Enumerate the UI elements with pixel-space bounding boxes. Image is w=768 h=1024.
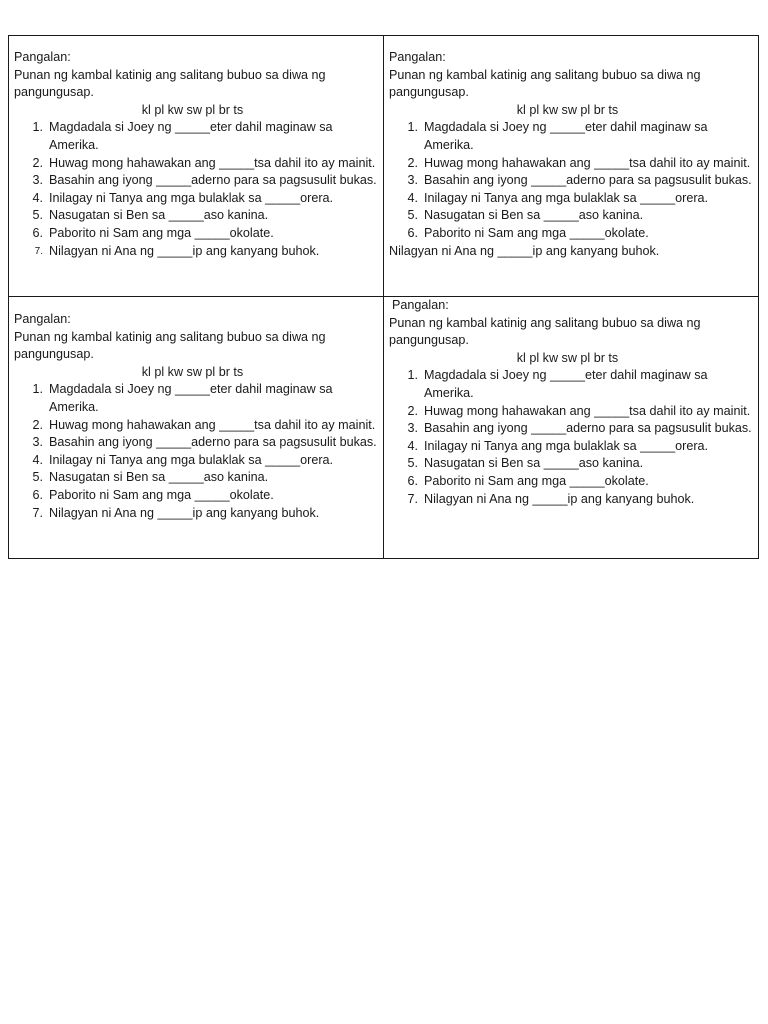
instruction-text: Punan ng kambal katinig ang salitang bubuo sa diwa ng pangungusap. <box>389 315 701 348</box>
item-text: Nilagyan ni Ana ng _____ip ang kanyang buhok. <box>424 491 695 506</box>
item-number: 5. <box>407 208 418 223</box>
item-text: Paborito ni Sam ang mga _____okolate. <box>424 473 649 488</box>
list-item <box>389 455 752 473</box>
item-text: Magdadala si Joey ng _____eter dahil maginaw sa Amerika. <box>424 368 708 400</box>
item-number: 7. <box>407 491 418 506</box>
list-item <box>14 452 377 470</box>
item-list <box>389 119 752 242</box>
list-item <box>14 434 377 452</box>
list-item <box>14 243 377 261</box>
item-number: 5. <box>32 470 43 485</box>
item-number: 6. <box>407 225 418 240</box>
item-number: 5. <box>407 456 418 471</box>
item-list <box>14 119 377 260</box>
list-item <box>389 491 752 509</box>
list-item <box>14 225 377 243</box>
worksheet-cell-top-right <box>384 36 758 297</box>
item-list <box>14 381 377 522</box>
item-text: Huwag mong hahawakan ang _____tsa dahil ito ay mainit. <box>49 155 376 170</box>
list-item <box>389 207 752 225</box>
item-text: Basahin ang iyong _____aderno para sa pagsusulit bukas. <box>424 421 752 436</box>
instruction-text: Punan ng kambal katinig ang salitang bubuo sa diwa ng pangungusap. <box>14 67 326 100</box>
item-text: Basahin ang iyong _____aderno para sa pagsusulit bukas. <box>424 173 752 188</box>
item-text: Nasugatan si Ben sa _____aso kanina. <box>424 208 644 223</box>
list-item <box>389 438 752 456</box>
item-number: 2. <box>32 155 43 170</box>
choices-line: kl pl kw sw pl br ts <box>141 364 244 379</box>
item-number: 2. <box>407 155 418 170</box>
item-number: 3. <box>407 421 418 436</box>
name-label: Pangalan: <box>389 50 446 64</box>
item-text: Inilagay ni Tanya ang mga bulaklak sa _____orera. <box>49 190 334 205</box>
list-item <box>389 403 752 421</box>
item-text: Huwag mong hahawakan ang _____tsa dahil ito ay mainit. <box>424 403 751 418</box>
list-item <box>389 172 752 190</box>
item-number: 7. <box>34 245 43 257</box>
item-text: Nilagyan ni Ana ng _____ip ang kanyang buhok. <box>49 505 320 520</box>
item-text: Nasugatan si Ben sa _____aso kanina. <box>49 470 269 485</box>
choices-line: kl pl kw sw pl br ts <box>516 350 619 365</box>
choices-line: kl pl kw sw pl br ts <box>516 102 619 117</box>
item-text: Nasugatan si Ben sa _____aso kanina. <box>49 208 269 223</box>
item-text: Inilagay ni Tanya ang mga bulaklak sa _____orera. <box>424 190 709 205</box>
item-number: 5. <box>32 208 43 223</box>
list-item <box>14 155 377 173</box>
list-item <box>389 473 752 491</box>
item-text: Paborito ni Sam ang mga _____okolate. <box>49 487 274 502</box>
item-text: Paborito ni Sam ang mga _____okolate. <box>49 225 274 240</box>
item-number: 3. <box>407 173 418 188</box>
instruction-text: Punan ng kambal katinig ang salitang bubuo sa diwa ng pangungusap. <box>389 67 701 100</box>
name-label: Pangalan: <box>14 50 71 64</box>
name-label: Pangalan: <box>392 298 449 312</box>
item-text: Magdadala si Joey ng _____eter dahil maginaw sa Amerika. <box>49 120 333 152</box>
worksheet-cell-bottom-left <box>9 297 384 558</box>
item-number: 6. <box>32 487 43 502</box>
item-number: 2. <box>407 403 418 418</box>
list-item <box>389 420 752 438</box>
list-item <box>14 505 377 523</box>
item-number: 1. <box>407 120 418 135</box>
item-text: Magdadala si Joey ng _____eter dahil maginaw sa Amerika. <box>424 120 708 152</box>
item-text: Huwag mong hahawakan ang _____tsa dahil ito ay mainit. <box>49 417 376 432</box>
item-number: 2. <box>32 417 43 432</box>
list-item <box>14 381 377 416</box>
list-item <box>389 155 752 173</box>
item-text: Basahin ang iyong _____aderno para sa pagsusulit bukas. <box>49 435 377 450</box>
item-number: 6. <box>407 473 418 488</box>
item-text: Basahin ang iyong _____aderno para sa pagsusulit bukas. <box>49 173 377 188</box>
item-number: 4. <box>32 452 43 467</box>
item-number: 6. <box>32 225 43 240</box>
list-item <box>14 417 377 435</box>
list-item <box>389 367 752 402</box>
name-label: Pangalan: <box>14 312 71 326</box>
instruction-text: Punan ng kambal katinig ang salitang bubuo sa diwa ng pangungusap. <box>14 329 326 362</box>
item-number: 4. <box>32 190 43 205</box>
item-text: Magdadala si Joey ng _____eter dahil maginaw sa Amerika. <box>49 382 333 414</box>
item-number: 4. <box>407 438 418 453</box>
list-item <box>14 119 377 154</box>
choices-line: kl pl kw sw pl br ts <box>141 102 244 117</box>
item-number: 3. <box>32 435 43 450</box>
list-item <box>389 119 752 154</box>
list-item <box>389 225 752 243</box>
item-number: 1. <box>407 368 418 383</box>
worksheet-cell-top-left <box>9 36 384 297</box>
list-item <box>14 469 377 487</box>
list-item <box>389 190 752 208</box>
item-number: 7. <box>32 505 43 520</box>
item-number: 3. <box>32 173 43 188</box>
item-number: 1. <box>32 382 43 397</box>
worksheet-cell-bottom-right <box>384 297 758 558</box>
item-text: Nasugatan si Ben sa _____aso kanina. <box>424 456 644 471</box>
item-text: Huwag mong hahawakan ang _____tsa dahil ito ay mainit. <box>424 155 751 170</box>
item-list <box>389 367 752 508</box>
worksheet-grid <box>8 35 759 559</box>
trailing-sentence: Nilagyan ni Ana ng _____ip ang kanyang buhok. <box>389 243 660 258</box>
item-text: Inilagay ni Tanya ang mga bulaklak sa _____orera. <box>49 452 334 467</box>
item-number: 1. <box>32 120 43 135</box>
item-text: Paborito ni Sam ang mga _____okolate. <box>424 225 649 240</box>
item-text: Nilagyan ni Ana ng _____ip ang kanyang buhok. <box>49 243 320 258</box>
list-item <box>14 190 377 208</box>
list-item <box>14 172 377 190</box>
item-number: 4. <box>407 190 418 205</box>
list-item <box>14 487 377 505</box>
list-item <box>14 207 377 225</box>
item-text: Inilagay ni Tanya ang mga bulaklak sa _____orera. <box>424 438 709 453</box>
